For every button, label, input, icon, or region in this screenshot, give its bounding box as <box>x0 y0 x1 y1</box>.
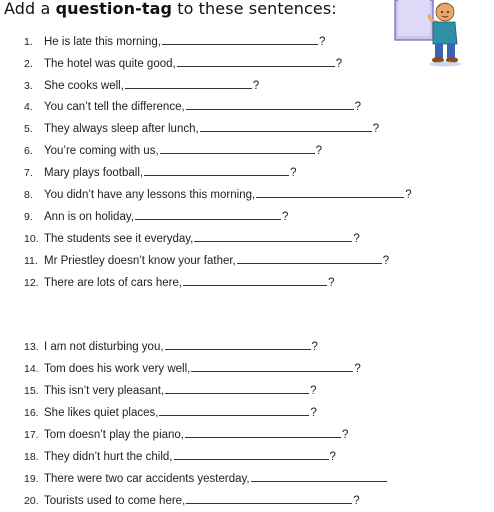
answer-blank[interactable] <box>162 33 318 45</box>
item-question-mark: ? <box>353 495 360 507</box>
answer-blank[interactable] <box>125 77 252 89</box>
answer-blank[interactable] <box>191 360 353 372</box>
item-question-mark: ? <box>281 211 289 223</box>
item-question-mark: ? <box>310 385 317 397</box>
exercise-item <box>24 120 379 136</box>
item-number: 15. <box>24 385 39 397</box>
exercise-item <box>24 492 360 508</box>
item-sentence: The students see it everyday, <box>44 233 194 245</box>
item-sentence: Tourists used to come here, <box>44 495 186 507</box>
title-emphasis: question-tag <box>55 0 173 18</box>
exercise-item <box>24 382 317 398</box>
item-number: 12. <box>24 277 39 289</box>
exercise-item <box>24 274 334 290</box>
item-number: 8. <box>24 189 33 201</box>
answer-blank[interactable] <box>194 230 352 242</box>
exercise-item <box>24 33 325 49</box>
item-number: 13. <box>24 341 39 353</box>
item-number: 17. <box>24 429 39 441</box>
item-question-mark: ? <box>252 80 260 92</box>
item-question-mark: ? <box>354 363 361 375</box>
item-number: 14. <box>24 363 39 375</box>
item-sentence: There are lots of cars here, <box>44 277 183 289</box>
item-number: 11. <box>24 255 38 267</box>
answer-blank[interactable] <box>177 55 335 67</box>
item-question-mark: ? <box>353 233 360 245</box>
answer-blank[interactable] <box>159 404 309 416</box>
exercise-item <box>24 230 360 246</box>
item-sentence: She likes quiet places, <box>44 407 159 419</box>
exercise-item <box>24 186 412 202</box>
item-question-mark: ? <box>382 255 390 267</box>
item-sentence: Tom does his work very well, <box>44 363 191 375</box>
item-question-mark: ? <box>315 145 323 157</box>
item-question-mark: ? <box>329 451 336 463</box>
item-sentence: Tom doesn’t play the piano, <box>44 429 185 441</box>
item-number: 5. <box>24 123 33 135</box>
exercise-item <box>24 98 361 114</box>
item-number: 7. <box>24 167 33 179</box>
answer-blank[interactable] <box>251 470 387 482</box>
item-sentence: Ann is on holiday, <box>44 211 134 223</box>
item-question-mark: ? <box>311 341 318 353</box>
answer-blank[interactable] <box>185 426 341 438</box>
item-question-mark: ? <box>342 429 349 441</box>
answer-blank[interactable] <box>186 98 354 110</box>
item-sentence: You’re coming with us, <box>44 145 159 157</box>
item-question-mark: ? <box>290 167 297 179</box>
item-number: 10. <box>24 233 39 245</box>
item-sentence: You didn’t have any lessons this morning, <box>44 189 256 201</box>
item-number: 2. <box>24 58 33 70</box>
item-number: 19. <box>24 473 39 485</box>
answer-blank[interactable] <box>135 208 281 220</box>
exercise-item <box>24 448 336 464</box>
exercise-item <box>24 142 322 158</box>
item-number: 16. <box>24 407 39 419</box>
item-question-mark: ? <box>310 407 317 419</box>
answer-blank[interactable] <box>165 382 309 394</box>
exercise-item <box>24 164 296 180</box>
exercise-item <box>24 360 361 376</box>
answer-blank[interactable] <box>186 492 352 504</box>
item-number: 4. <box>24 101 33 113</box>
exercise-item <box>24 404 317 420</box>
item-sentence: This isn’t very pleasant, <box>44 385 165 397</box>
exercise-item <box>24 208 288 224</box>
exercise-item <box>24 252 389 268</box>
item-sentence: They didn’t hurt the child, <box>44 451 173 463</box>
item-question-mark: ? <box>335 58 343 70</box>
item-number: 1. <box>24 36 33 48</box>
item-question-mark: ? <box>354 101 362 113</box>
exercise-item <box>24 470 388 486</box>
exercise-item <box>24 426 348 442</box>
exercise-item <box>24 55 342 71</box>
item-sentence: Mr Priestley doesn’t know your father, <box>44 255 236 267</box>
exercise-item <box>24 77 259 93</box>
item-number: 6. <box>24 145 33 157</box>
answer-blank[interactable] <box>160 142 315 154</box>
answer-blank[interactable] <box>144 164 289 176</box>
item-number: 18. <box>24 451 39 463</box>
item-question-mark: ? <box>405 189 412 201</box>
exercise-item <box>24 338 318 354</box>
item-question-mark: ? <box>328 277 335 289</box>
item-sentence: They always sleep after lunch, <box>44 123 199 135</box>
item-number: 3. <box>24 80 33 92</box>
item-number: 9. <box>24 211 33 223</box>
title-lead: Add a <box>4 0 56 18</box>
item-question-mark: ? <box>318 36 326 48</box>
item-sentence: You can’t tell the difference, <box>44 101 185 113</box>
answer-blank[interactable] <box>183 274 327 286</box>
answer-blank[interactable] <box>256 186 404 198</box>
item-number: 20. <box>24 495 39 507</box>
answer-blank[interactable] <box>237 252 382 264</box>
answer-blank[interactable] <box>200 120 372 132</box>
item-sentence: He is late this morning, <box>44 36 161 48</box>
item-sentence: There were two car accidents yesterday, <box>44 473 250 485</box>
answer-blank[interactable] <box>174 448 329 460</box>
item-question-mark: ? <box>372 123 380 135</box>
answer-blank[interactable] <box>165 338 311 350</box>
item-sentence: The hotel was quite good, <box>44 58 176 70</box>
title-rest: to these sentences: <box>172 0 337 18</box>
item-sentence: Mary plays football, <box>44 167 144 179</box>
item-sentence: She cooks well, <box>44 80 124 92</box>
item-sentence: I am not disturbing you, <box>44 341 164 353</box>
